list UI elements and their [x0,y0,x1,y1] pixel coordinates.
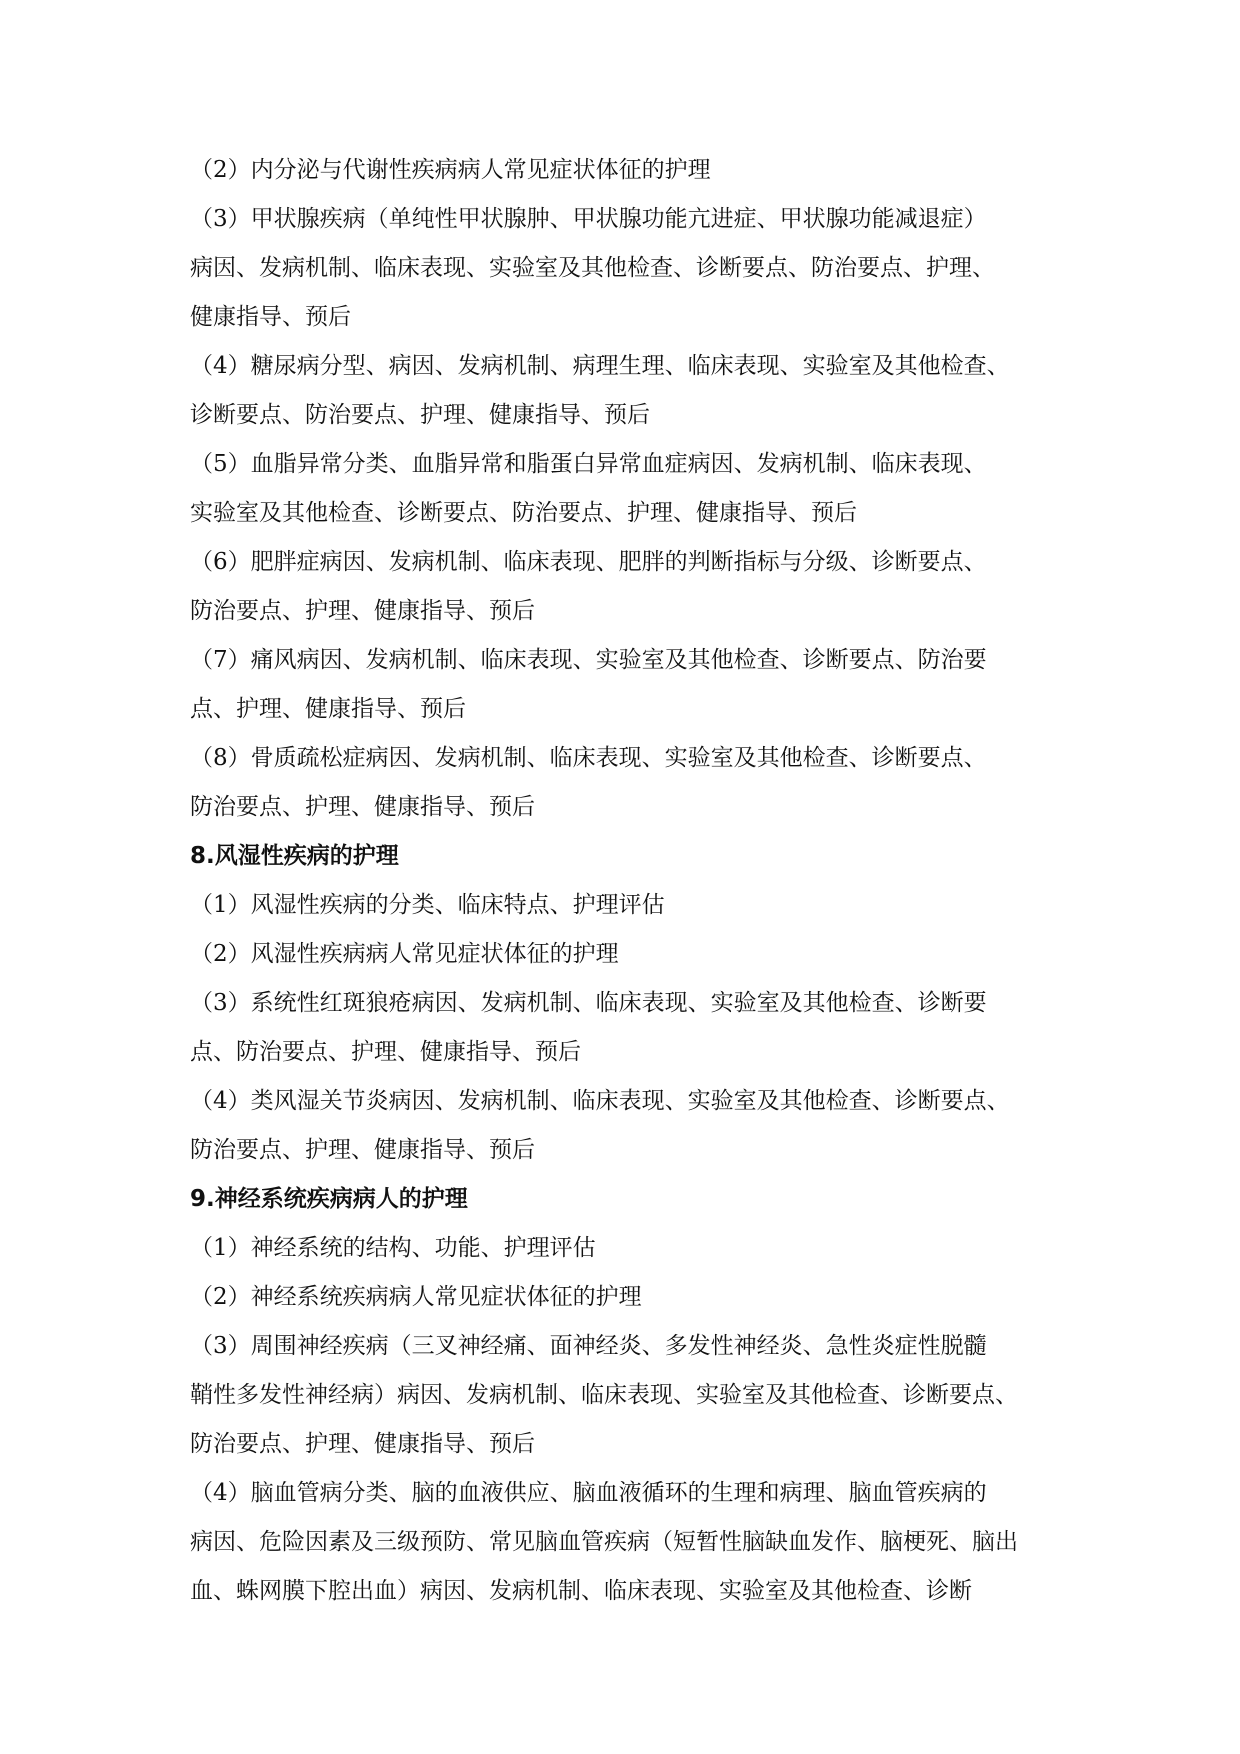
text-line: （3）周围神经疾病（三叉神经痛、面神经炎、多发性神经炎、急性炎症性脱髓 [190,1333,987,1359]
text-line: （6）肥胖症病因、发病机制、临床表现、肥胖的判断指标与分级、诊断要点、 [190,549,987,575]
text-line: 病因、危险因素及三级预防、常见脑血管疾病（短暂性脑缺血发作、脑梗死、脑出 [190,1529,1018,1555]
text-line: 实验室及其他检查、诊断要点、防治要点、护理、健康指导、预后 [190,500,857,526]
section-heading: 8.风湿性疾病的护理 [190,843,399,869]
text-line: 防治要点、护理、健康指导、预后 [190,1431,535,1457]
text-line: （2）神经系统疾病病人常见症状体征的护理 [190,1284,642,1310]
text-line: 病因、发病机制、临床表现、实验室及其他检查、诊断要点、防治要点、护理、 [190,255,995,281]
section-heading: 9.神经系统疾病病人的护理 [190,1186,468,1212]
text-line: 防治要点、护理、健康指导、预后 [190,794,535,820]
text-line: 防治要点、护理、健康指导、预后 [190,1137,535,1163]
text-line: 诊断要点、防治要点、护理、健康指导、预后 [190,402,650,428]
text-line: 点、防治要点、护理、健康指导、预后 [190,1039,581,1065]
text-line: 防治要点、护理、健康指导、预后 [190,598,535,624]
text-line: （2）内分泌与代谢性疾病病人常见症状体征的护理 [190,157,711,183]
text-line: 健康指导、预后 [190,304,351,330]
text-line: （4）糖尿病分型、病因、发病机制、病理生理、临床表现、实验室及其他检查、 [190,353,1010,379]
text-line: （8）骨质疏松症病因、发病机制、临床表现、实验室及其他检查、诊断要点、 [190,745,987,771]
text-line: （3）甲状腺疾病（单纯性甲状腺肿、甲状腺功能亢进症、甲状腺功能减退症） [190,206,987,232]
text-line: （4）类风湿关节炎病因、发病机制、临床表现、实验室及其他检查、诊断要点、 [190,1088,1010,1114]
text-line: （1）风湿性疾病的分类、临床特点、护理评估 [190,892,665,918]
text-line: （7）痛风病因、发病机制、临床表现、实验室及其他检查、诊断要点、防治要 [190,647,987,673]
text-line: 点、护理、健康指导、预后 [190,696,466,722]
text-line: （2）风湿性疾病病人常见症状体征的护理 [190,941,619,967]
text-line: 鞘性多发性神经病）病因、发病机制、临床表现、实验室及其他检查、诊断要点、 [190,1382,1018,1408]
text-line: 血、蛛网膜下腔出血）病因、发病机制、临床表现、实验室及其他检查、诊断 [190,1578,972,1604]
text-line: （5）血脂异常分类、血脂异常和脂蛋白异常血症病因、发病机制、临床表现、 [190,451,987,477]
text-line: （3）系统性红斑狼疮病因、发病机制、临床表现、实验室及其他检查、诊断要 [190,990,987,1016]
text-line: （1）神经系统的结构、功能、护理评估 [190,1235,596,1261]
text-line: （4）脑血管病分类、脑的血液供应、脑血液循环的生理和病理、脑血管疾病的 [190,1480,987,1506]
document-body [190,146,1070,1616]
